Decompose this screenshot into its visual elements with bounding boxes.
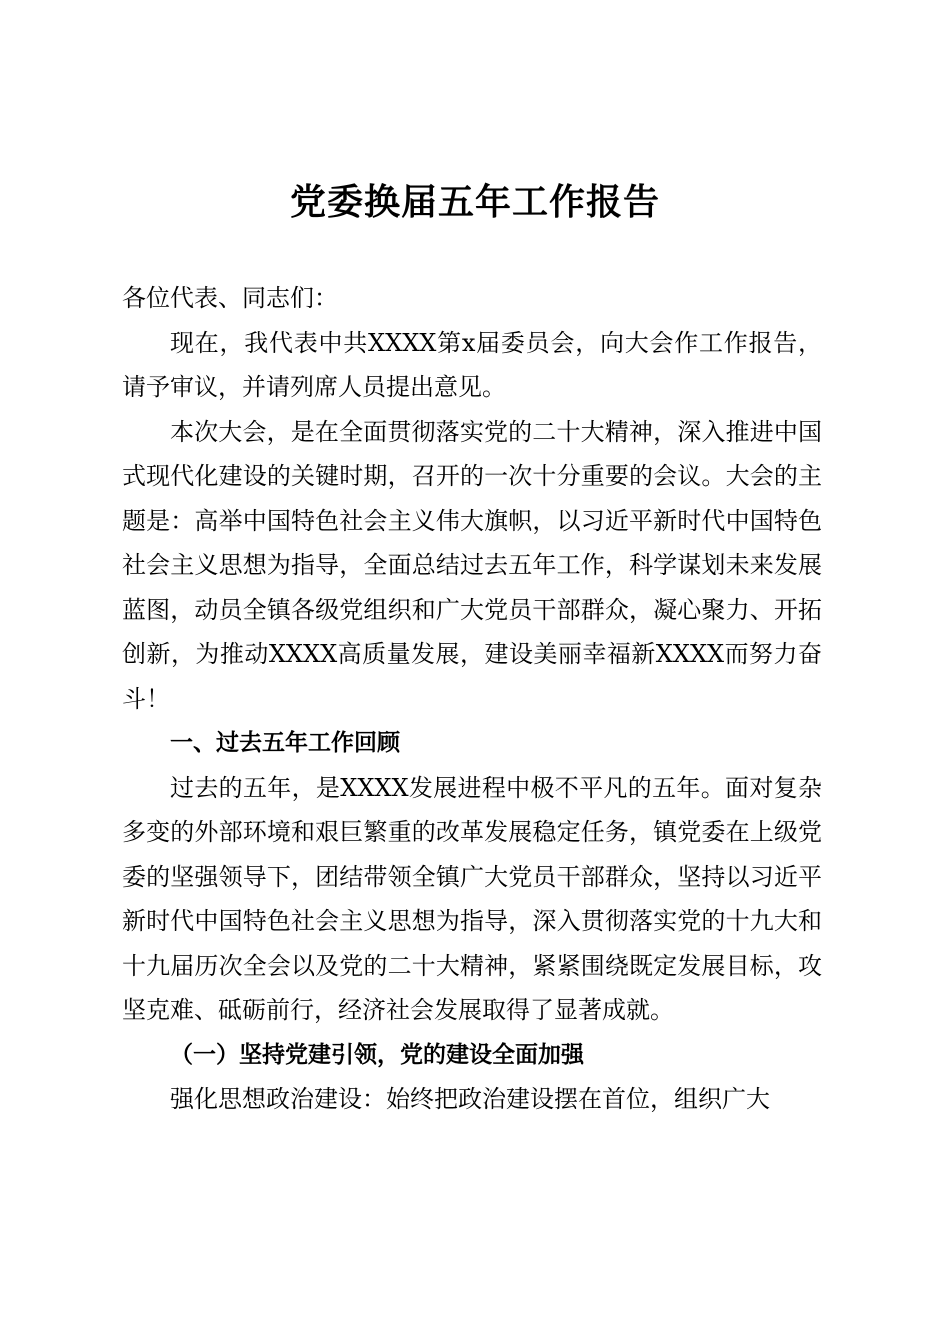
subsection-heading: （一）坚持党建引领，党的建设全面加强 [170,1040,584,1068]
document-title: 党委换届五年工作报告 [289,181,660,223]
paragraph-political: 强化思想政治建设：始终把政治建设摆在首位，组织广大 [170,1085,770,1113]
document-body [122,276,822,1122]
section-heading: 一、过去五年工作回顾 [170,730,400,756]
salutation: 各位代表、同志们： [122,284,338,312]
paragraph-review: 过去的五年，是XXXX发展进程中极不平凡的五年。面对复杂多变的外部环境和艰巨繁重的改革发展稳定任务，镇党委在上级党委的坚强领导下，团结带领全镇广大党员干部群众，坚持以习近平新时代中国特色社会主义思想为指导，深入贯彻落实党的十九大和十九届历次全会以及党的二十大精神，紧紧围绕既定发展目标，攻坚克难、砥砺前行，经济社会发展取得了显著成就。 [122,773,822,1024]
paragraph-theme: 本次大会，是在全面贯彻落实党的二十大精神，深入推进中国式现代化建设的关键时期，召开的一次十分重要的会议。大会的主题是：高举中国特色社会主义伟大旗帜，以习近平新时代中国特色社会主义思想为指导，全面总结过去五年工作，科学谋划未来发展蓝图，动员全镇各级党组织和广大党员干部群众，凝心聚力、开拓创新，为推动XXXX高质量发展，建设美丽幸福新XXXX而努力奋斗！ [122,417,822,713]
paragraph-intro: 现在，我代表中共XXXX第x届委员会，向大会作工作报告，请予审议，并请列席人员提出意见。 [122,328,822,401]
